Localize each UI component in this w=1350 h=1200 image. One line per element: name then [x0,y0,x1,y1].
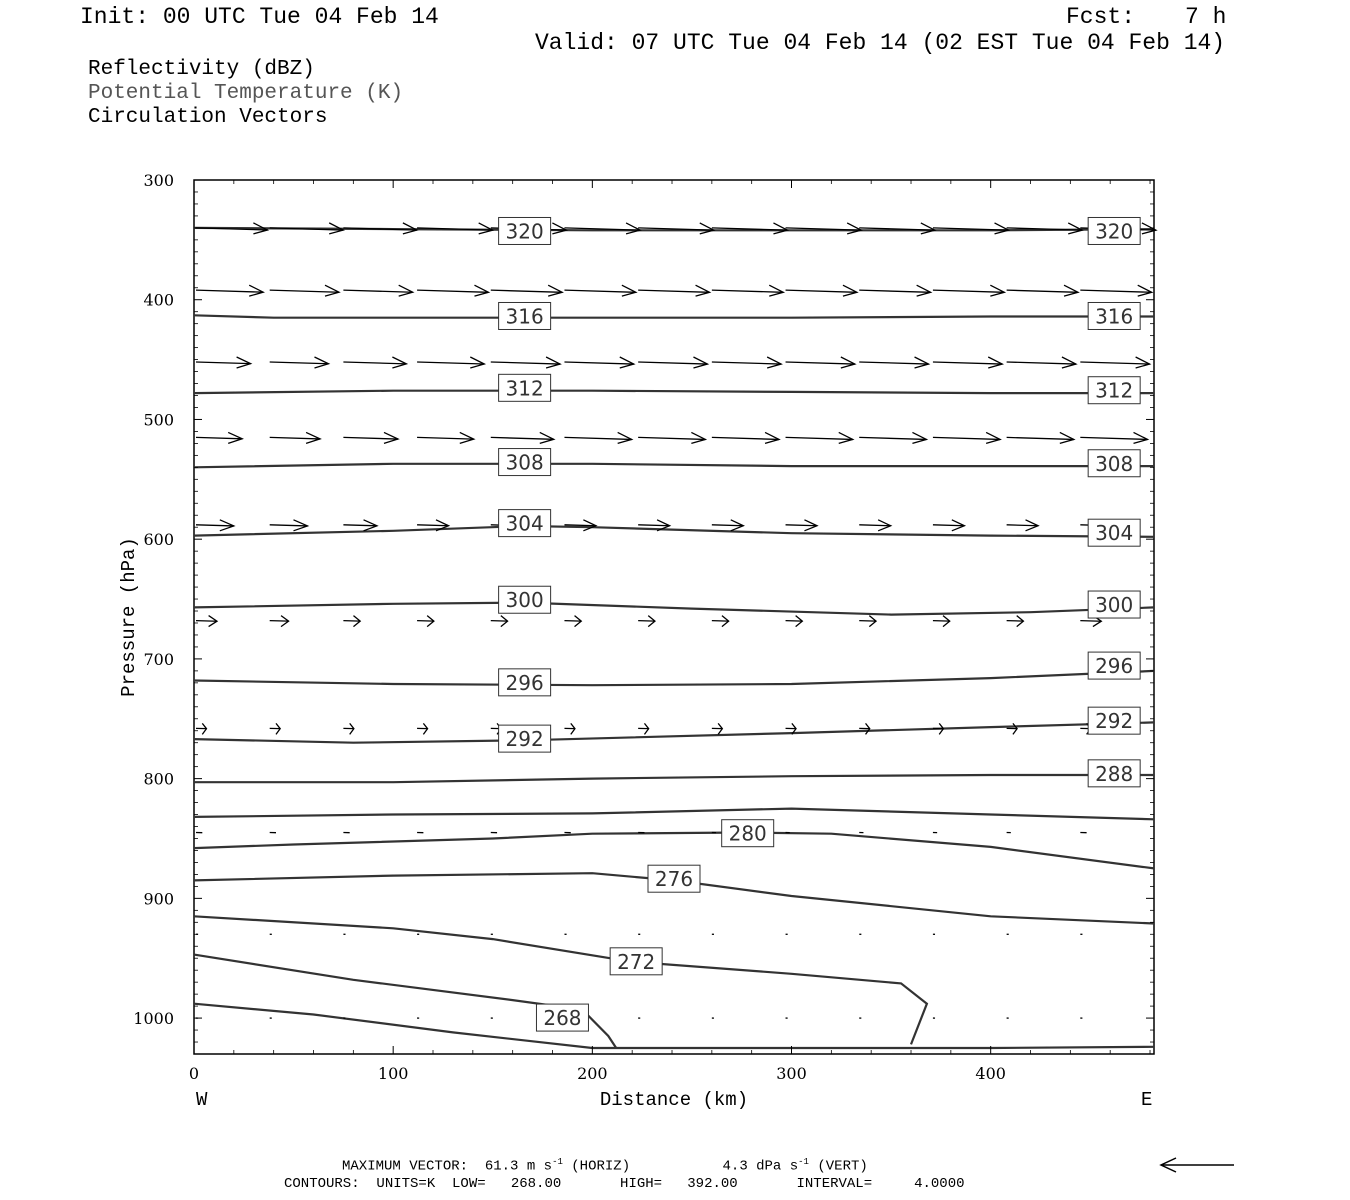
vector-head [392,357,406,368]
vector-head [1060,432,1074,443]
vector-head [765,432,779,443]
contour-label: 280 [728,821,767,846]
vector-head [237,357,251,368]
vector-head [1068,223,1082,234]
vector-shaft [638,362,707,364]
vector-head [1064,285,1078,296]
vector-head [620,357,634,368]
y-tick-label: 300 [143,171,174,190]
vector-shaft [343,290,412,292]
vector-shaft [343,437,398,439]
vector-shaft [417,290,488,292]
vector-head [767,357,781,368]
vector-shaft [859,525,891,526]
horiz-max-value: 61.3 m s [484,1158,553,1175]
vector-shaft [1080,437,1147,439]
horiz-unit-exponent: -1 [552,1157,563,1167]
vector-layer [196,223,1156,1018]
vector-shaft [859,362,928,364]
legend-circulation-vectors: Circulation Vectors [88,106,328,129]
vector-shaft [933,437,1000,439]
vector-head [995,223,1009,234]
contour-label: 288 [1095,761,1134,786]
valid-time: Valid: 07 UTC Tue 04 Feb 14 (02 EST Tue 04 Feb 14) [535,30,1226,56]
vector-head [988,357,1002,368]
contour-line-304 [194,526,1154,537]
vector-shaft [638,290,709,292]
vector-head [540,432,554,443]
vector-head [912,432,926,443]
contour-label: 292 [1095,709,1134,734]
vector-head [1134,432,1148,443]
vector-shaft [564,437,631,439]
vector-shaft [491,437,554,439]
vector-head [626,223,640,234]
vector-shaft [270,437,320,439]
vector-head [548,285,562,296]
contour-label: 272 [617,949,656,974]
x-tick-label: 200 [577,1064,608,1083]
vector-shaft [859,621,876,622]
y-tick-label: 800 [143,769,174,789]
vector-head [769,285,783,296]
vector-head [546,357,560,368]
forecast-label: Fcst: [1066,4,1136,30]
init-time: Init: 00 UTC Tue 04 Feb 14 [80,4,439,30]
vector-head [399,285,413,296]
contour-line-284 [194,809,1154,820]
y-tick-label: 700 [143,649,174,669]
vector-head [921,223,935,234]
vector-shaft [417,437,474,439]
vector-shaft [1007,525,1039,526]
contour-label: 292 [505,727,544,752]
vector-shaft [196,437,242,438]
vector-head [314,357,328,368]
vector-head [1062,357,1076,368]
contour-line-296 [194,671,1154,685]
contour-line-316 [194,315,1154,317]
contour-label: 308 [505,450,544,475]
vector-shaft [270,290,339,292]
contour-line-308 [194,464,1154,468]
vector-head [306,432,320,443]
vector-shaft [712,362,781,364]
vert-unit-exponent: -1 [798,1157,809,1167]
vector-shaft [417,525,449,526]
vector-shaft [933,525,965,526]
vector-shaft [564,621,581,622]
vector-head [847,223,861,234]
east-label: E [1141,1089,1153,1111]
contour-label-layer [499,217,1141,1031]
vector-head [552,223,566,234]
x-axis-title: Distance (km) [599,1089,749,1111]
contour-line-292 [194,722,1154,742]
vector-head [618,432,632,443]
y-tick-label: 500 [143,410,174,430]
y-tick-label: 1000 [133,1009,174,1029]
vector-head [773,223,787,234]
x-tick-label: 100 [377,1064,409,1083]
vector-head [470,357,484,368]
contour-label: 296 [505,670,544,695]
vector-shaft [933,621,950,622]
contour-label: 300 [505,588,544,613]
vector-shaft [196,362,251,364]
vector-head [479,223,493,234]
contour-label: 316 [505,304,544,329]
vector-shaft [1080,621,1101,622]
vector-shaft [1007,621,1024,622]
contour-line-312 [194,391,1154,393]
vector-head [1138,285,1152,296]
y-tick-label: 600 [143,530,174,550]
vector-shaft [786,437,853,439]
plot-frame [194,180,1154,1054]
contour-label: 312 [1095,378,1134,403]
vector-head [384,432,398,443]
vector-shaft [491,362,560,364]
vector-shaft [712,525,744,526]
contour-line-280 [194,833,1154,869]
horiz-tag: (HORIZ) [571,1158,631,1175]
vector-head [460,432,474,443]
contour-label: 268 [543,1006,582,1031]
vector-head [843,285,857,296]
vector-shaft [196,621,217,622]
vector-shaft [270,525,308,526]
vert-tag: (VERT) [817,1158,868,1175]
max-vector-line [342,1158,868,1174]
vector-shaft [933,290,1004,292]
contour-label: 304 [1095,521,1134,546]
vector-head [1136,357,1150,368]
contour-label: 312 [505,376,544,401]
vector-shaft [1080,362,1149,364]
vector-shaft [564,362,633,364]
axes-layer [133,171,1154,1083]
contour-label: 304 [505,511,544,536]
vector-shaft [859,290,930,292]
vector-shaft [564,525,596,526]
west-label: W [196,1089,208,1111]
vert-max-value: 4.3 dPa s [722,1158,799,1175]
vector-head [693,357,707,368]
contour-label: 316 [1095,304,1134,329]
vector-shaft [712,437,779,439]
vector-head [474,285,488,296]
vector-head [249,285,263,296]
vector-shaft [417,362,484,364]
vector-head [841,357,855,368]
contour-line-288 [194,775,1154,782]
vector-shaft [343,362,406,364]
vector-shaft [859,437,926,439]
legend-reflectivity: Reflectivity (dBZ) [88,58,315,81]
vector-shaft [712,621,729,622]
vector-shaft [343,621,360,622]
vector-head [986,432,1000,443]
vector-shaft [1007,437,1074,439]
x-tick-label: 300 [776,1064,807,1083]
vector-shaft [491,290,562,292]
y-tick-label: 400 [143,290,174,310]
left-arrow-icon [1161,1158,1234,1172]
x-tick-label: 0 [188,1064,200,1083]
vector-head [917,285,931,296]
vector-shaft [196,290,263,292]
vector-shaft [1007,290,1078,292]
y-axis-title: Pressure (hPa) [118,537,140,697]
contours-info: CONTOURS: UNITS=K LOW= 268.00 HIGH= 392.00 INTERVAL= 4.0000 [284,1176,965,1192]
legend-potential-temperature: Potential Temperature (K) [88,82,404,105]
vector-shaft [491,621,508,622]
vector-shaft [196,525,234,526]
contour-label: 320 [1095,219,1134,244]
vector-shaft [786,525,818,526]
vector-shaft [270,621,289,622]
contour-line-264 [194,1004,1154,1048]
contour-label: 296 [1095,654,1134,679]
contour-label: 320 [505,219,544,244]
vector-head [700,223,714,234]
vector-head [990,285,1004,296]
vector-shaft [1007,362,1076,364]
vector-shaft [638,437,705,439]
vector-shaft [343,525,377,526]
vector-shaft [638,621,655,622]
vector-head [691,432,705,443]
vector-shaft [712,290,783,292]
vector-shaft [270,362,329,364]
vector-head [839,432,853,443]
contour-layer [194,228,1154,1048]
contour-label: 300 [1095,593,1134,618]
contour-label: 276 [654,867,694,892]
vector-head [325,285,339,296]
vector-shaft [933,362,1002,364]
vector-shaft [417,621,434,622]
vector-shaft [564,290,635,292]
contour-line-268 [194,955,616,1048]
vector-head [696,285,710,296]
vector-shaft [786,621,803,622]
vector-head [915,357,929,368]
vector-shaft [1080,290,1151,292]
vector-shaft [638,525,670,526]
forecast-hours: 7 h [1185,4,1227,30]
contour-line-300 [194,603,1154,615]
max-vector-label: MAXIMUM VECTOR: [342,1158,469,1175]
vector-shaft [786,362,855,364]
vector-head [622,285,636,296]
vector-shaft [786,290,857,292]
contour-label: 308 [1095,451,1134,476]
y-tick-label: 900 [143,889,174,909]
x-tick-label: 400 [975,1064,1006,1083]
